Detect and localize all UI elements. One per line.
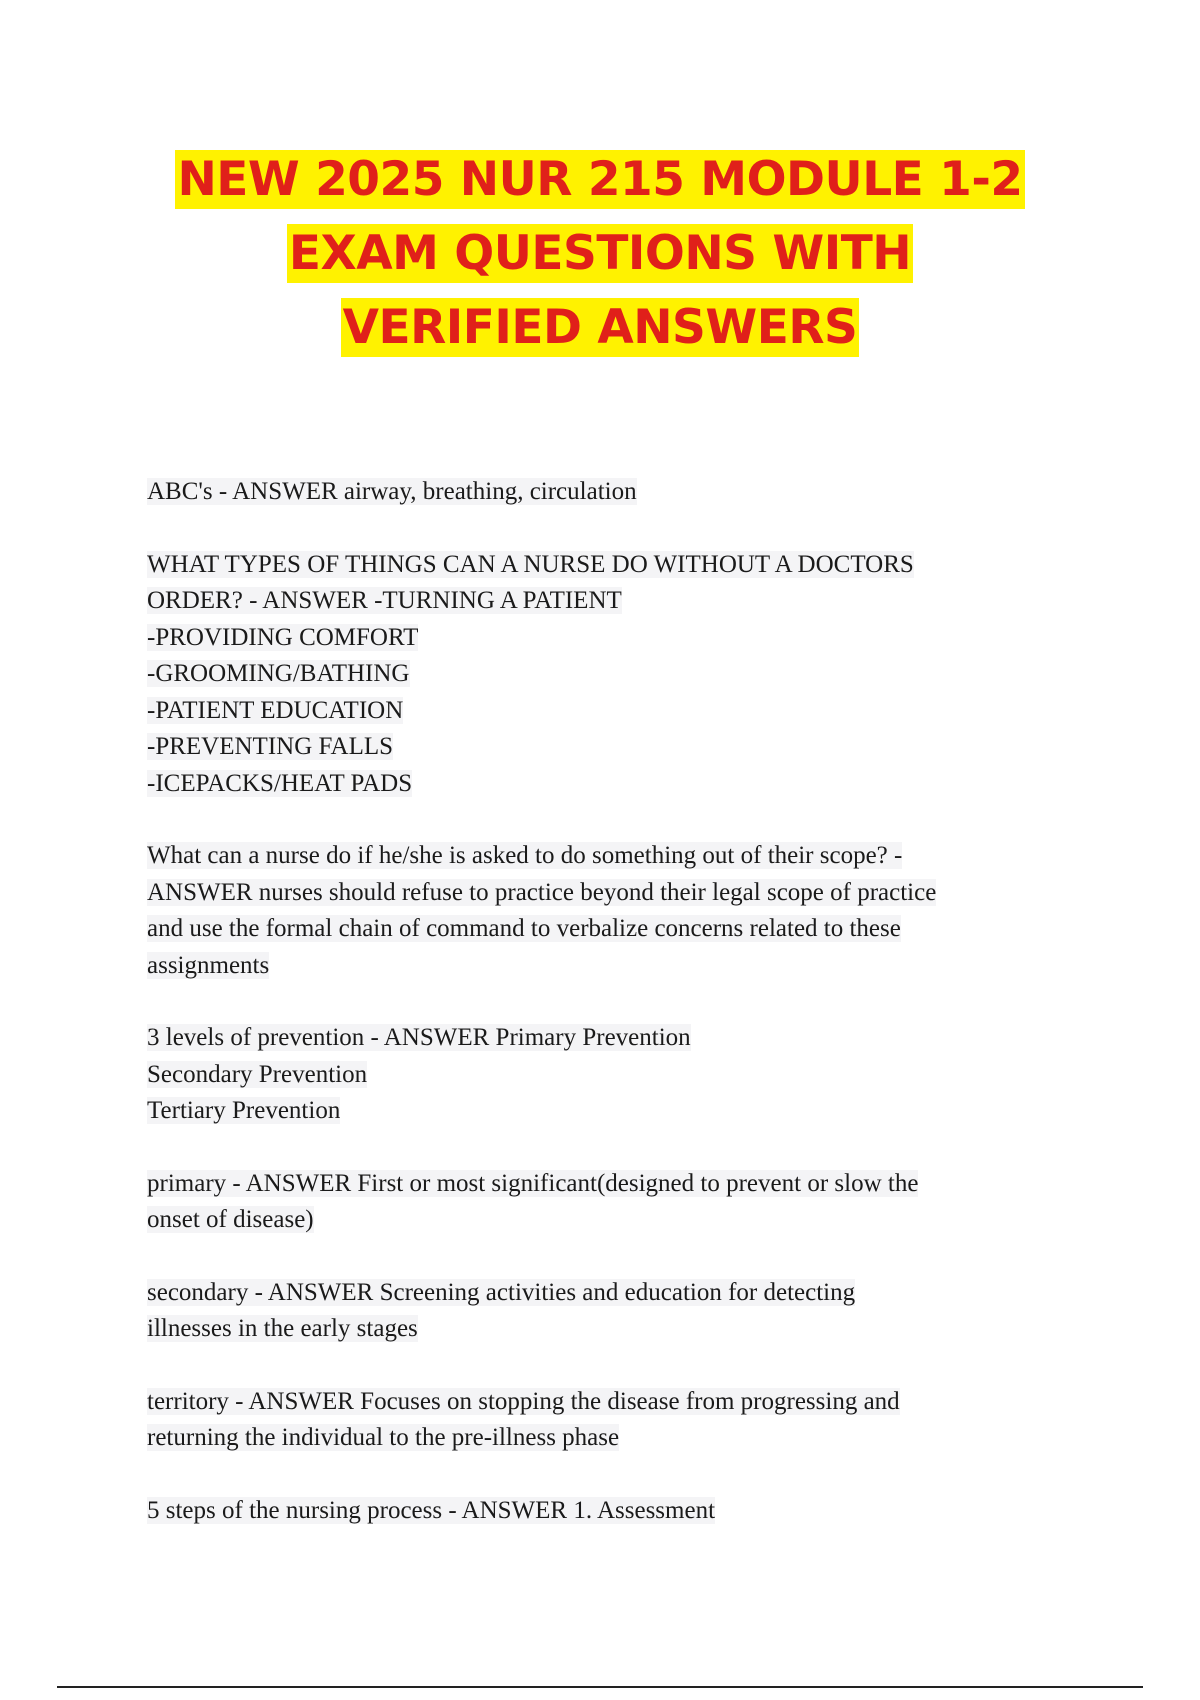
entry-line: assignments — [147, 951, 270, 979]
entry-line: -PREVENTING FALLS — [147, 733, 394, 760]
entry-line: 5 steps of the nursing process - ANSWER 1. Assessment — [147, 1496, 716, 1524]
question-answer-list — [147, 474, 1067, 1565]
entry-line: -PROVIDING COMFORT — [147, 623, 419, 651]
entry-line: -GROOMING/BATHING — [147, 660, 410, 687]
qa-entry-primary — [147, 1166, 1067, 1239]
entry-line: WHAT TYPES OF THINGS CAN A NURSE DO WITHOUT A DOCTORS — [147, 550, 914, 578]
qa-entry-nursing-process — [147, 1493, 1067, 1530]
entry-line: illnesses in the early stages — [147, 1315, 418, 1342]
entry-line: Secondary Prevention — [147, 1060, 368, 1088]
entry-line: 3 levels of prevention - ANSWER Primary Prevention — [147, 1024, 691, 1051]
qa-entry-levels-of-prevention — [147, 1020, 1067, 1130]
qa-entry-territory — [147, 1384, 1067, 1457]
entry-line: returning the individual to the pre-illness phase — [147, 1424, 620, 1451]
title-line: EXAM QUESTIONS WITH — [288, 226, 912, 281]
entry-line: onset of disease) — [147, 1206, 314, 1233]
entry-line: ORDER? - ANSWER -TURNING A PATIENT — [147, 587, 622, 614]
title-line: VERIFIED ANSWERS — [342, 300, 858, 355]
document-title — [0, 143, 1200, 365]
title-line: NEW 2025 NUR 215 MODULE 1-2 — [177, 152, 1023, 207]
entry-line: and use the formal chain of command to verbalize concerns related to these — [147, 915, 901, 942]
entry-line: What can a nurse do if he/she is asked to do something out of their scope? - — [147, 842, 903, 869]
qa-entry-nurse-without-order — [147, 547, 1067, 803]
entry-line: territory - ANSWER Focuses on stopping the disease from progressing and — [147, 1387, 900, 1415]
entry-line: Tertiary Prevention — [147, 1097, 341, 1124]
qa-entry-secondary — [147, 1275, 1067, 1348]
entry-line: secondary - ANSWER Screening activities and education for detecting — [147, 1278, 856, 1306]
footer-divider — [57, 1686, 1143, 1688]
entry-line: primary - ANSWER First or most significant(designed to prevent or slow the — [147, 1169, 919, 1197]
qa-entry-out-of-scope — [147, 838, 1067, 984]
qa-entry-abcs — [147, 474, 1067, 511]
entry-line: -PATIENT EDUCATION — [147, 696, 404, 724]
entry-line: ANSWER nurses should refuse to practice beyond their legal scope of practice — [147, 878, 937, 906]
entry-line: -ICEPACKS/HEAT PADS — [147, 769, 413, 797]
entry-line: ABC's - ANSWER airway, breathing, circulation — [147, 478, 637, 505]
